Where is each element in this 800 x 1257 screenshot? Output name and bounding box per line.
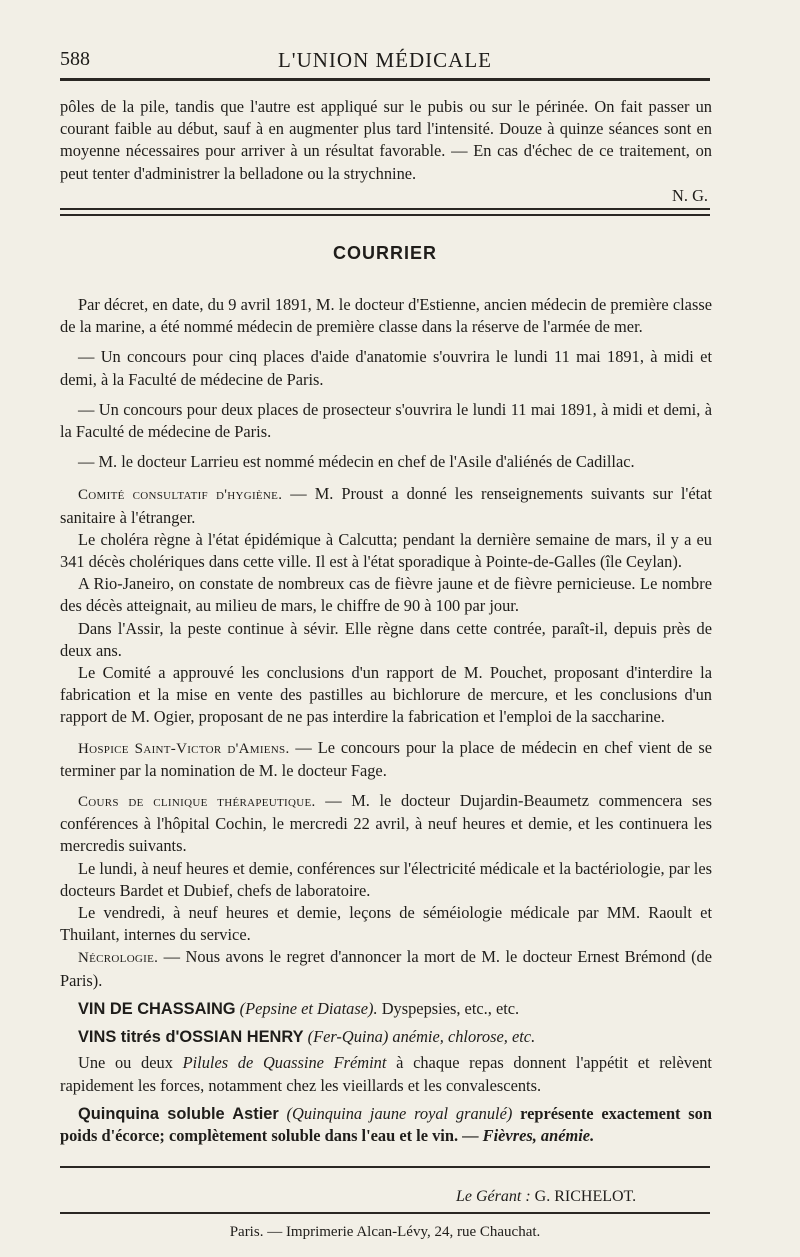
gerant-label: Le Gérant : <box>456 1188 531 1205</box>
ad-ossian-henry <box>60 1026 712 1048</box>
lundi-paragraph: Le lundi, à neuf heures et demie, conférences sur l'électricité médicale et la bactériologie, par les docteurs Bardet et Dubief, chefs de laboratoire. <box>60 858 712 900</box>
decret-paragraph: Par décret, en date, du 9 avril 1891, M. le docteur d'Estienne, ancien médecin de première classe de la marine, a été nommé médecin de première classe dans la réserve de l'armée de mer. <box>60 295 712 337</box>
comite-label: Comité consultatif d'hygiène. <box>78 487 283 504</box>
footer-rule-bottom <box>60 1212 710 1214</box>
journal-title: L'UNION MÉDICALE <box>277 48 492 72</box>
top-signature: N. G. <box>672 185 708 205</box>
page-header <box>60 48 710 74</box>
ad-quassine <box>60 1052 712 1096</box>
gerant-line <box>456 1188 636 1206</box>
cours-paragraph <box>60 790 712 858</box>
section-rule-top <box>60 208 710 210</box>
courrier-section <box>60 294 712 1147</box>
concours-anatomie-paragraph: — Un concours pour cinq places d'aide d'anatomie s'ouvrira le lundi 11 mai 1891, à midi et demi, à la Faculté de médecine de Paris. <box>60 347 712 389</box>
hospice-paragraph <box>60 737 712 782</box>
ossian-italic: (Fer-Quina) anémie, chlorose, etc. <box>307 1027 536 1047</box>
page-number: 588 <box>60 48 90 70</box>
ad-astier <box>60 1103 712 1147</box>
larrieu-paragraph: — M. le docteur Larrieu est nommé médecin en chef de l'Asile d'aliénés de Cadillac. <box>78 452 635 472</box>
astier-rest: représente exactement son poids d'écorce; complètement soluble dans l'eau et le vin. — <box>60 1103 712 1145</box>
comite-paragraph <box>60 483 712 528</box>
quassine-rest: à chaque repas donnent l'appétit et relèvent rapidement les forces, notamment chez les vieillards et les convalescents. <box>60 1053 712 1095</box>
necrologie-paragraph <box>60 946 712 991</box>
header-rule <box>60 78 710 81</box>
section-title: COURRIER <box>332 243 437 263</box>
chassaing-italic: (Pepsine et Diatase). <box>239 998 378 1018</box>
quassine-start: Une ou deux <box>78 1053 183 1073</box>
printer-line: Paris. — Imprimerie Alcan-Lévy, 24, rue Chauchat. <box>229 1224 541 1240</box>
comite-approuve-paragraph: Le Comité a approuvé les conclusions d'un rapport de M. Pouchet, proposant d'interdire la fabrication et la mise en vente des pastilles au bichlorure de mercure, et les conclusions d'un rapport de M. Ogier, proposant de ne pas interdire la fabrication et l'emploi de la saccharine. <box>60 663 712 727</box>
hospice-label: Hospice Saint-Victor d'Amiens. <box>78 740 290 757</box>
cours-label: Cours de clinique thérapeutique. <box>78 794 316 811</box>
rio-paragraph: A Rio-Janeiro, on constate de nombreux cas de fièvre jaune et de fièvre pernicieuse. Le nombre des décès atteignait, au milieu de mars, le chiffre de 90 à 100 par jour. <box>60 574 712 616</box>
hospice-text: — Le concours pour la place de médecin en chef vient de se terminer par la nomination de M. le docteur Fage. <box>60 737 712 780</box>
astier-name: Quinquina soluble Astier <box>78 1104 279 1123</box>
cholera-paragraph: Le choléra règne à l'état épidémique à Calcutta; pendant la dernière semaine de mars, il y a eu 341 décès cholériques dans cette ville. Il est à l'état sporadique à Pointe-de-Galles (île Ceylan). <box>60 529 712 572</box>
chassaing-name: VIN DE CHASSAING <box>78 999 236 1018</box>
astier-end: Fièvres, anémie. <box>482 1125 595 1145</box>
top-section <box>60 96 712 207</box>
astier-italic: (Quinquina jaune royal granulé) <box>286 1103 513 1123</box>
section-rule-bottom <box>60 214 710 216</box>
ossian-name: VINS titrés d'OSSIAN HENRY <box>78 1028 304 1047</box>
quassine-italic: Pilules de Quassine Frémint <box>182 1053 387 1073</box>
necrologie-label: Nécrologie. <box>78 950 159 967</box>
cours-text: — M. le docteur Dujardin-Beaumetz commencera ses conférences à l'hôpital Cochin, le mercredi 22 avril, à neuf heures et demie, et les continuera les mercredis suivants. <box>60 791 712 856</box>
top-paragraph: pôles de la pile, tandis que l'autre est appliqué sur le pubis ou sur le périnée. On fait passer un courant faible au début, sauf à en augmenter plus tard l'intensité. Douze à quinze séances sont en moyenne nécessaires pour arriver à un résultat favorable. — En cas d'échec de ce traitement, on peut tenter d'administrer la belladone ou la strychnine. <box>60 97 712 183</box>
footer-rule-top <box>60 1166 710 1168</box>
concours-prosecteur-paragraph: — Un concours pour deux places de prosecteur s'ouvrira le lundi 11 mai 1891, à midi et demi, à la Faculté de médecine de Paris. <box>60 399 712 442</box>
assir-paragraph: Dans l'Assir, la peste continue à sévir. Elle règne dans cette contrée, paraît-il, depuis près de deux ans. <box>60 618 712 660</box>
necrologie-text: — Nous avons le regret d'annoncer la mort de M. le docteur Ernest Brémond (de Paris). <box>60 947 712 990</box>
ad-chassaing <box>60 998 712 1020</box>
comite-text: — M. Proust a donné les renseignements suivants sur l'état sanitaire à l'étranger. <box>60 484 712 527</box>
chassaing-rest: Dyspepsies, etc., etc. <box>377 998 520 1018</box>
vendredi-paragraph: Le vendredi, à neuf heures et demie, leçons de séméiologie médicale par MM. Raoult et Thuilant, internes du service. <box>60 903 712 945</box>
gerant-name: G. RICHELOT. <box>534 1188 637 1205</box>
